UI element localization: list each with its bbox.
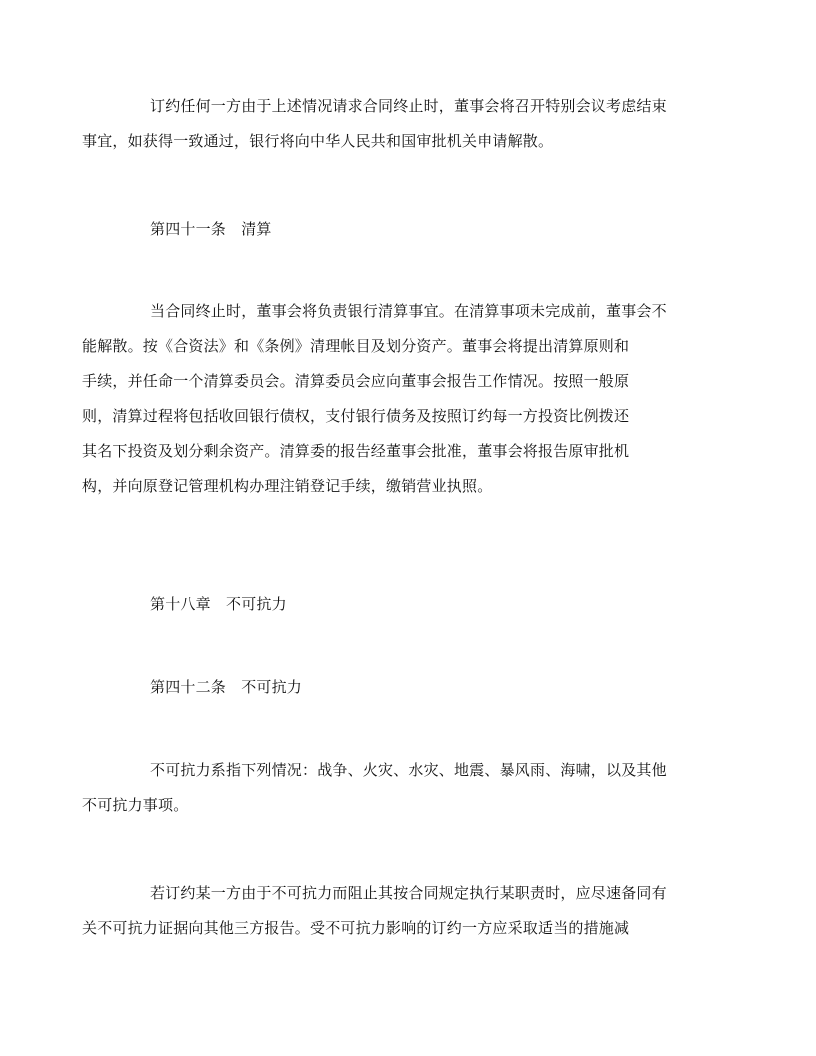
- text-line: 第四十二条 不可抗力: [150, 678, 303, 696]
- text-line: 构，并向原登记管理机构办理注销登记手续，缴销营业执照。: [82, 477, 493, 495]
- text-line: 当合同终止时，董事会将负责银行清算事宜。在清算事项未完成前，董事会不: [150, 302, 667, 320]
- text-line: 第十八章 不可抗力: [150, 595, 287, 613]
- text-line: 手续，并任命一个清算委员会。清算委员会应向董事会报告工作情况。按照一般原: [82, 372, 630, 390]
- text-line: 则，清算过程将包括收回银行债权，支付银行债务及按照订约每一方投资比例拨还: [82, 407, 630, 425]
- text-line: 不可抗力事项。: [82, 796, 189, 814]
- text-line: 能解散。按《合资法》和《条例》清理帐目及划分资产。董事会将提出清算原则和: [82, 337, 630, 355]
- article-41-heading: [116, 212, 700, 247]
- paragraph-liquidation: [82, 294, 700, 504]
- text-line: 其名下投资及划分剩余资产。清算委的报告经董事会批准，董事会将报告原审批机: [82, 442, 630, 460]
- paragraph-termination-request: [82, 89, 700, 159]
- text-line: 不可抗力系指下列情况：战争、火灾、水灾、地震、暴风雨、海啸，以及其他: [150, 761, 667, 779]
- text-line: 第四十一条 清算: [150, 220, 272, 238]
- text-line: 订约任何一方由于上述情况请求合同终止时，董事会将召开特别会议考虑结束: [150, 97, 667, 115]
- text-line: 关不可抗力证据向其他三方报告。受不可抗力影响的订约一方应采取适当的措施减: [82, 919, 630, 937]
- chapter-18-heading: [116, 587, 700, 622]
- article-42-heading: [116, 670, 700, 705]
- text-line: 若订约某一方由于不可抗力而阻止其按合同规定执行某职责时，应尽速备同有: [150, 884, 667, 902]
- text-line: 事宜，如获得一致通过，银行将向中华人民共和国审批机关申请解散。: [82, 132, 554, 150]
- paragraph-force-majeure-notice: [82, 876, 700, 946]
- paragraph-force-majeure-definition: [82, 753, 700, 823]
